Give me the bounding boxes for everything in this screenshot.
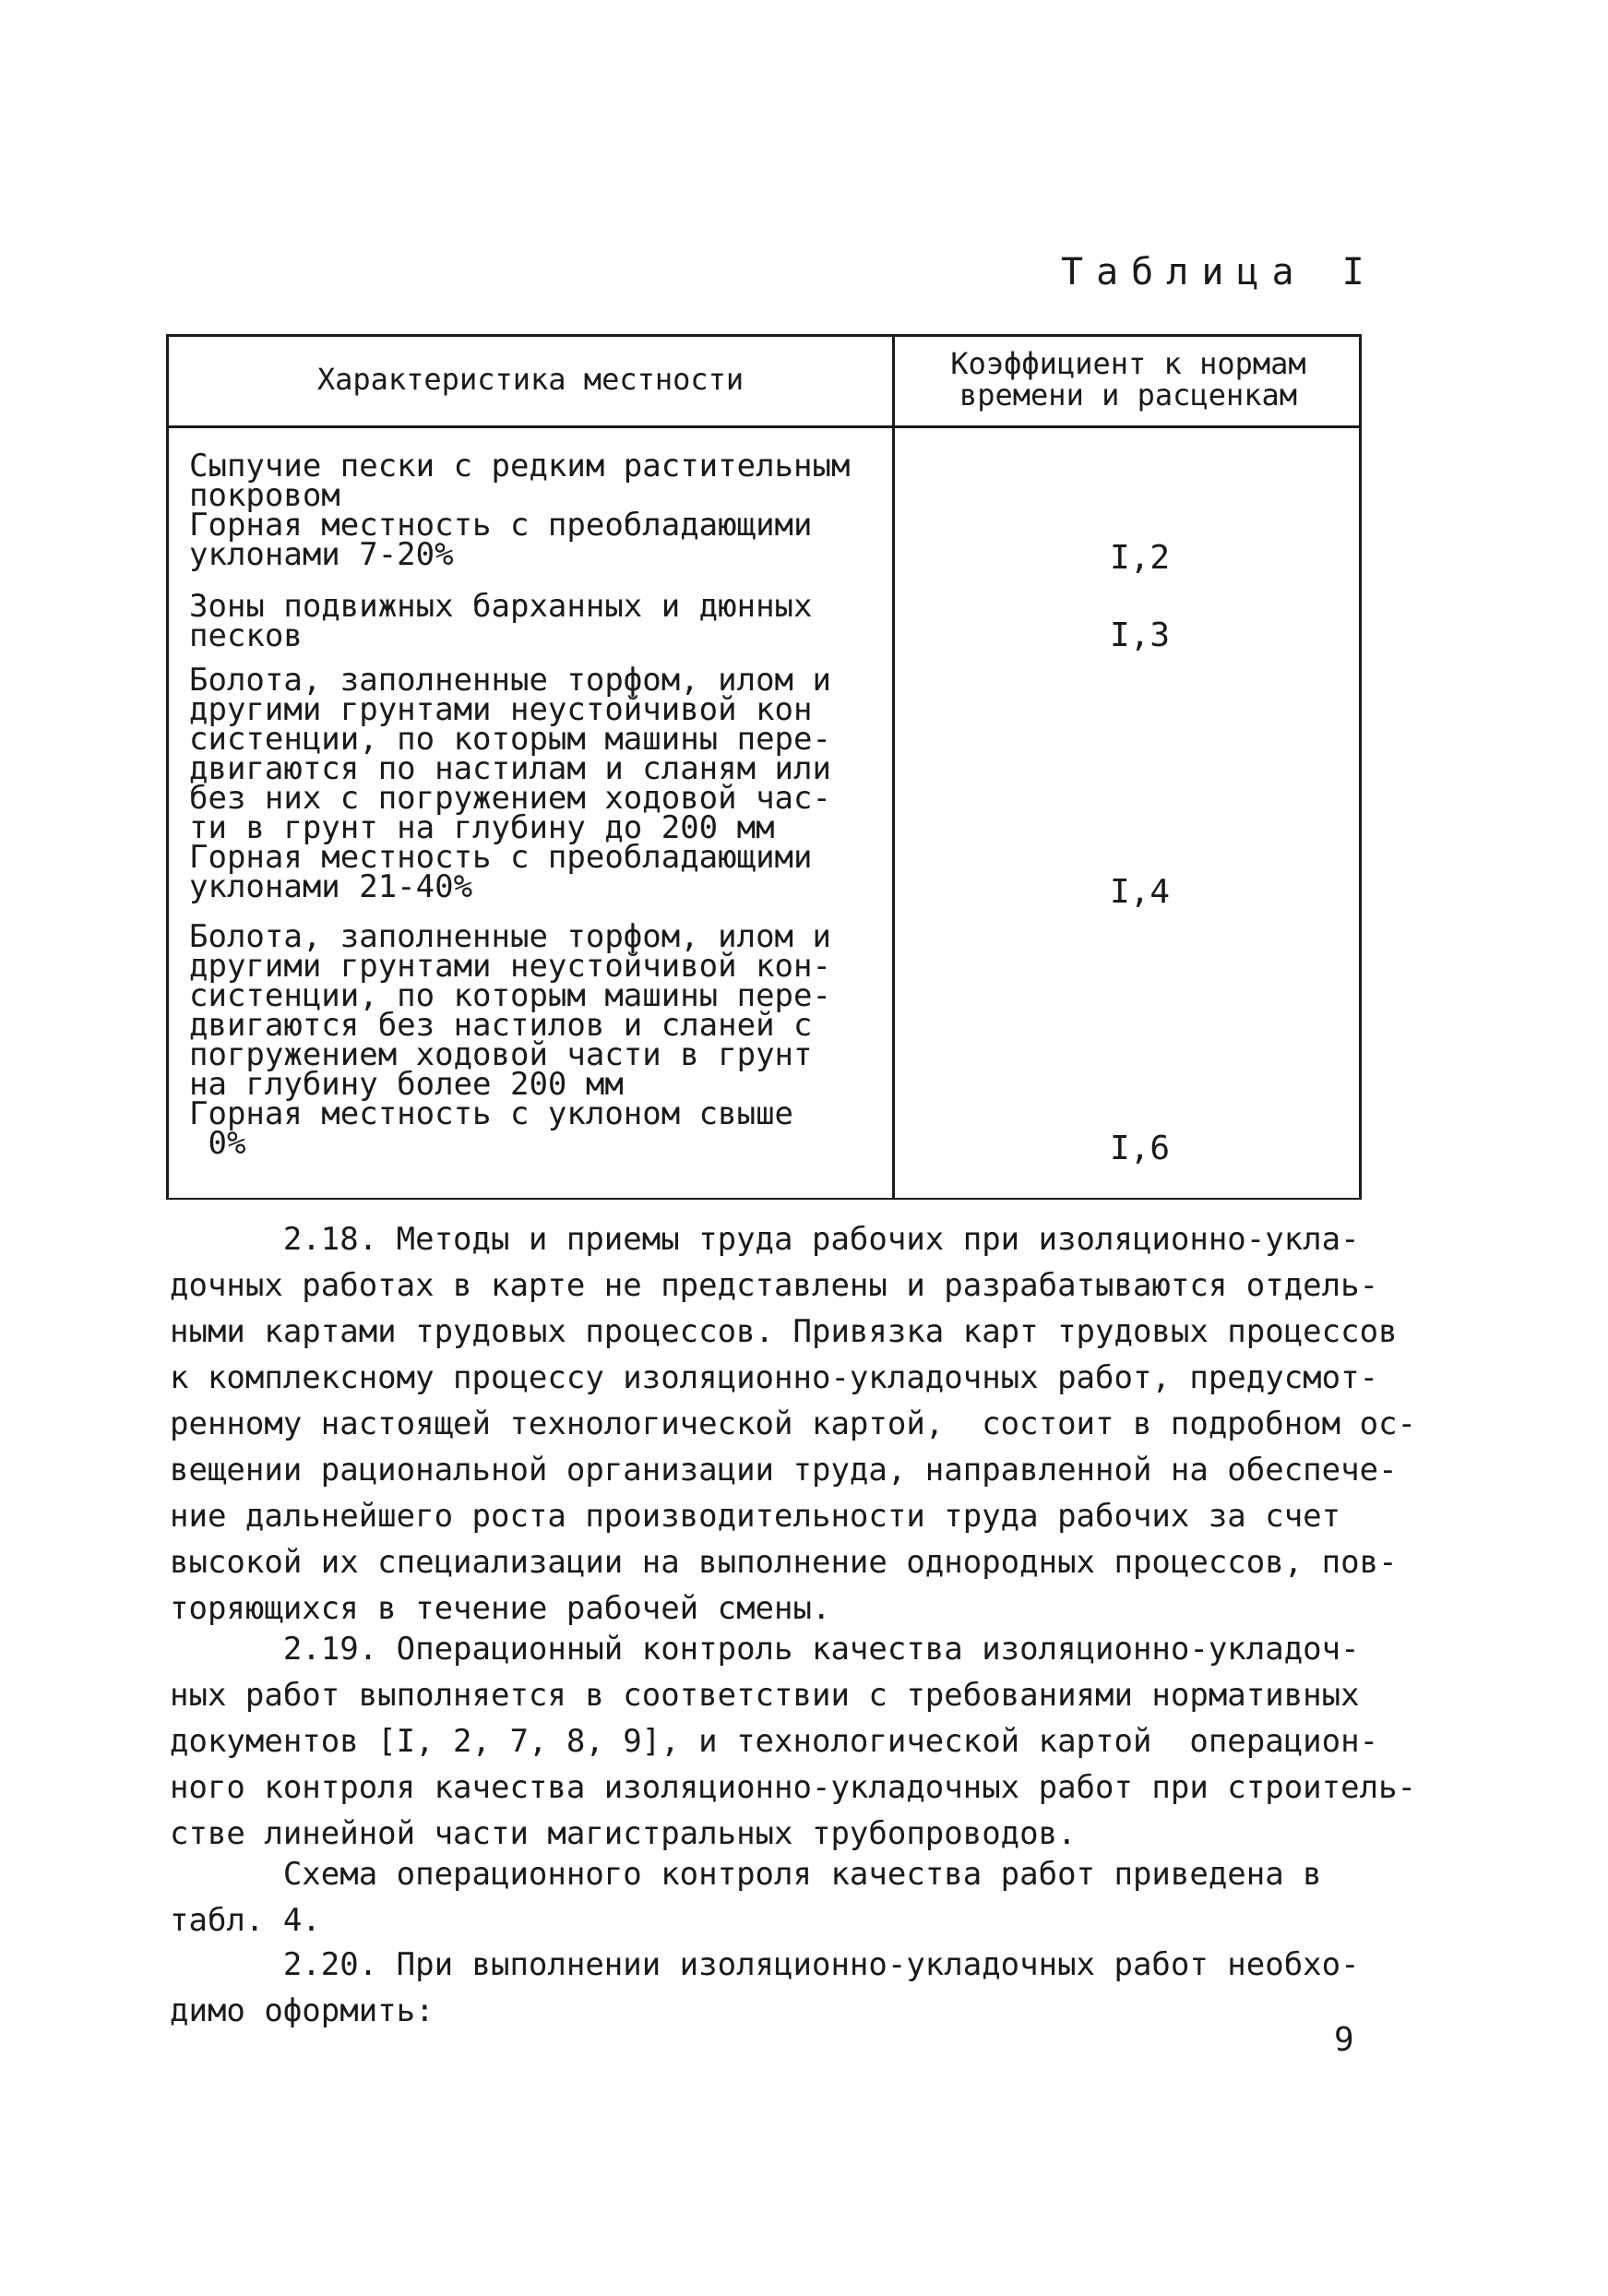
paragraph-2-18: 2.18. Методы и приемы труда рабочих при изоляционно-укла- дочных работах в карте не представлены и разрабатываются отдель- ными картами трудовых процессов. Привязка карт трудовых процессов к комплексному процессу изоляционно-укладочных работ, предусмот- ренному настоящей технологической картой, состоит в подробном ос- вещении рациональной организации труда, направленной на обеспече- ние дальнейшего роста производительности труда рабочих за счет высокой их специализации на выполнение однородных процессов, пов- торяющихся в течение рабочей смены. <box>170 1221 1417 1627</box>
table-row-coefficient: I,3 <box>1110 616 1171 654</box>
table-row-coefficient: I,2 <box>1110 539 1171 577</box>
table-row-coefficient: I,4 <box>1110 873 1171 911</box>
column-header-coefficient: Коэффициент к нормам времени и расценкам <box>950 346 1306 413</box>
column-header-terrain: Характеристика местности <box>316 362 744 397</box>
terrain-coefficient-table <box>166 334 1362 1200</box>
table-title: Таблица I <box>1061 251 1377 293</box>
page-number: 9 <box>1334 2021 1354 2059</box>
table-row-description: Болота, заполненные торфом, илом и другими грунтами неустойчивой кон систенции, по которым машины пере- двигаются по настилам и сланям или без них с погружением ходовой час- ти в грунт на глубину до 200 мм Горная местность с преобладающими уклонами 21-40% <box>189 662 831 905</box>
column-divider <box>892 337 895 1198</box>
paragraph-2-20: 2.20. При выполнении изоляционно-укладочных работ необхо- димо оформить: <box>170 1946 1360 2029</box>
table-row-coefficient: I,6 <box>1110 1130 1171 1167</box>
header-divider <box>169 425 1359 428</box>
paragraph-scheme: Схема операционного контроля качества работ приведена в табл. 4. <box>170 1856 1322 1939</box>
paragraph-2-19: 2.19. Операционный контроль качества изоляционно-укладоч- ных работ выполняется в соответствии с требованиями нормативных документов [I, 2, 7, 8, 9], и технологической картой операцион- ного контроля качества изоляционно-укладочных работ при строитель- стве линейной части магистральных трубопроводов. <box>170 1631 1417 1852</box>
table-row-description: Болота, заполненные торфом, илом и другими грунтами неустойчивой кон- систенции, по которым машины пере- двигаются без настилов и сланей с погружением ходовой части в грунт на глубину более 200 мм Горная местность с уклоном свыше 0% <box>189 918 831 1162</box>
table-row-description: Сыпучие пески с редким растительным покровом Горная местность с преобладающими уклонами 7-20% <box>189 448 851 573</box>
table-row-description: Зоны подвижных барханных и дюнных песков <box>189 588 813 654</box>
